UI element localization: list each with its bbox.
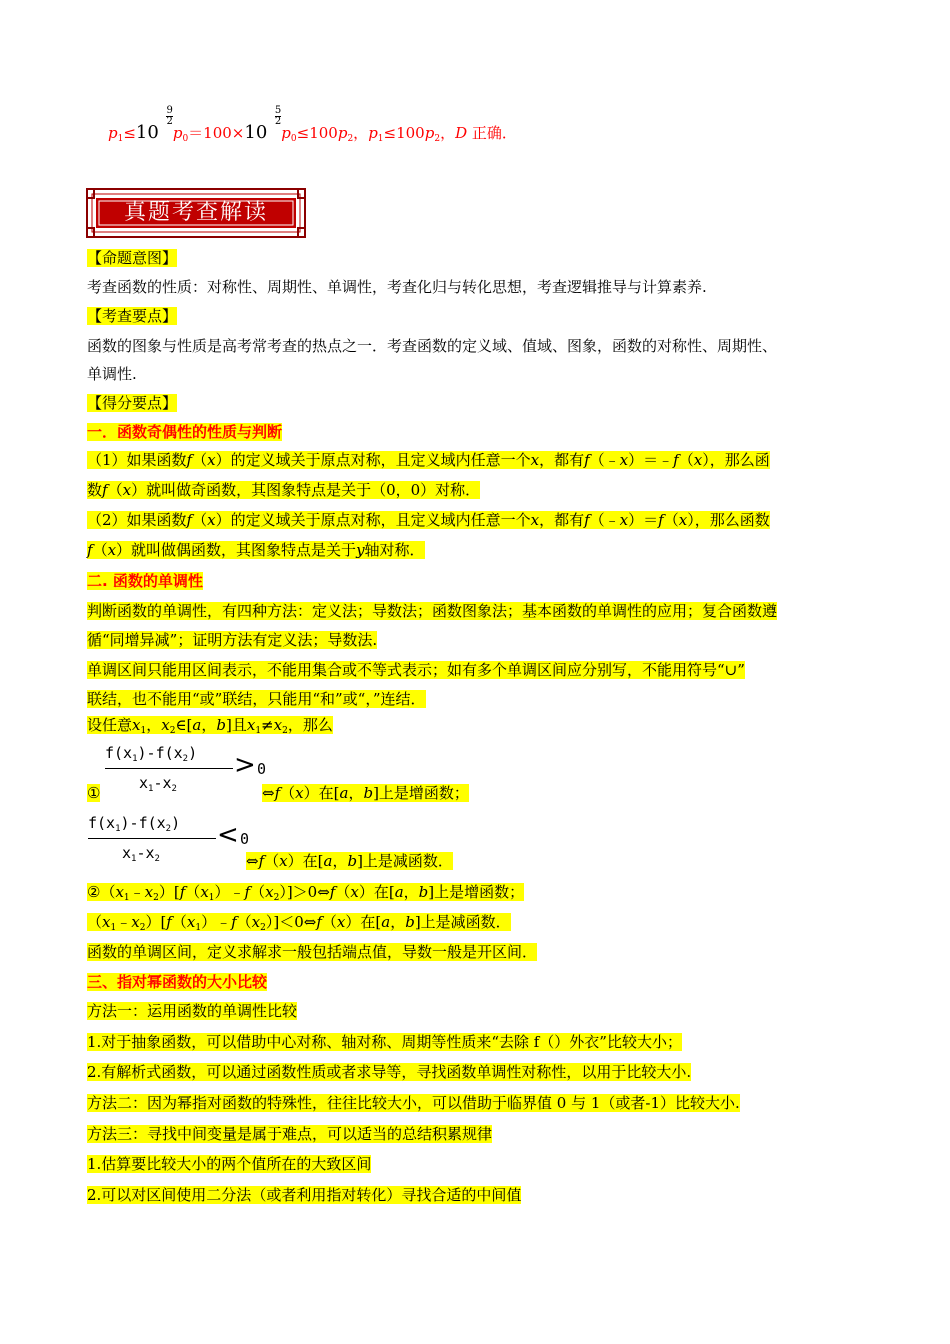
equals-text: ＝100×: [188, 124, 245, 142]
part1-line1: （1）如果函数f（x）的定义域关于原点对称，且定义域内任意一个x，都有f（﹣x）＝﹣f（x），那么函: [87, 451, 770, 469]
section-head-score: [87, 392, 177, 414]
power-10-5-2: [244, 105, 282, 144]
exp-den: 2: [274, 116, 282, 127]
head-text: 【命题意图】: [87, 249, 178, 267]
le-100: ≤100: [383, 124, 425, 142]
part2-line4: 联结，也不能用“或”联结，只能用“和”或“，”连结．: [87, 690, 426, 708]
decreasing-condition: ⇔f（x）在[a，b]上是减函数．: [246, 852, 453, 870]
method-one-item2: 2.有解析式函数，可以通过函数性质或者求导等，寻找函数单调性对称性，以用于比较大小.: [87, 1063, 692, 1081]
fraction-denominator: $x_1-x_2$: [122, 844, 160, 864]
part2-line1: 判断函数的单调性，有四种方法：定义法；导数法；函数图象法；基本函数的单调性的应用；复合函数遵: [87, 602, 778, 620]
var-p: p: [108, 124, 118, 142]
lt-symbol: <: [217, 820, 239, 850]
comma: ，: [440, 124, 456, 142]
fraction-less: [88, 812, 258, 872]
fraction-numerator: $f(x_1)-f(x_2)$: [88, 814, 181, 834]
circle-one: ①: [87, 784, 101, 802]
section-head-points: [87, 305, 177, 327]
var-p: p: [368, 124, 378, 142]
zero: 0: [240, 830, 250, 848]
fraction-numerator: $f(x_1)-f(x_2)$: [105, 744, 198, 764]
subscript: 1: [117, 134, 124, 144]
le-100: ≤100: [296, 124, 338, 142]
comma: ，: [353, 124, 369, 142]
increasing-condition: ⇔f（x）在[a，b]上是增函数；: [262, 784, 469, 802]
var-p: p: [281, 124, 291, 142]
method-two: 方法二：因为幂指对函数的特殊性，往往比较大小，可以借助于临界值 0 与 1（或者-1）比较大小.: [87, 1094, 740, 1112]
part2-line2: 循“同增异减”；证明方法有定义法；导数法.: [87, 631, 378, 649]
part1-title: [87, 421, 282, 443]
var-p: p: [337, 124, 348, 142]
part1-line3: （2）如果函数f（x）的定义域关于原点对称，且定义域内任意一个x，都有f（﹣x）＝f（x），那么函数: [87, 511, 770, 529]
part3-title: [87, 971, 267, 993]
banner-title: 真题考查解读: [123, 200, 268, 225]
subscript: 1: [377, 134, 384, 144]
part2-line3: 单调区间只能用区间表示，不能用集合或不等式表示；如有多个单调区间应分别写，不能用符号“∪”: [87, 661, 745, 679]
part1-line2: 数f（x）就叫做奇函数，其图象特点是关于（0，0）对称．: [87, 481, 481, 499]
condition-two-inc: $②(x_1﹣x_2)[f(x_1)﹣f(x_2)]>0\Leftrightarrow f(x)$在[a，b]上是增函数；: [87, 883, 525, 903]
subscript: 0: [182, 134, 189, 144]
zero: 0: [257, 760, 267, 778]
fraction-bar: [105, 768, 233, 769]
option-d: D: [455, 124, 468, 142]
method-three: 方法三：寻找中间变量是属于难点，可以适当的总结积累规律: [87, 1125, 493, 1143]
points-text-2: 单调性.: [87, 365, 137, 383]
title-text: 二. 函数的单调性: [87, 572, 203, 590]
fraction-bar: [88, 838, 216, 839]
exponent-fraction: [166, 106, 172, 127]
section-banner: [86, 188, 306, 238]
top-formula: [108, 105, 517, 144]
subscript: 0: [290, 134, 297, 144]
method-one-item1: 1.对于抽象函数，可以借助中心对称、轴对称、周期等性质来“去除 f（）外衣”比较大小；: [87, 1033, 682, 1051]
subscript: 2: [434, 134, 441, 144]
exp-num: 5: [274, 105, 282, 116]
power-10-9-2: [135, 105, 173, 144]
method-three-item2: 2.可以对区间使用二分法（或者利用指对转化）寻找合适的中间值: [87, 1186, 522, 1204]
method-one: 方法一：运用函数的单调性比较: [87, 1002, 298, 1020]
fraction-greater: [105, 742, 275, 802]
base-10: 10: [135, 122, 159, 143]
section-head-intent: [87, 247, 177, 269]
points-text-1: 函数的图象与性质是高考常考查的热点之一．考查函数的定义域、值域、图象，函数的对称性、周期性、: [87, 337, 778, 355]
correct-text: 正确．: [467, 124, 517, 142]
part2-end-note: 函数的单调区间，定义求解求一般包括端点值，导数一般是开区间．: [87, 943, 538, 961]
var-p: p: [424, 124, 435, 142]
title-text: 一．函数奇偶性的性质与判断: [87, 423, 283, 441]
var-p: p: [172, 124, 183, 142]
le-symbol: ≤: [123, 124, 136, 142]
subscript: 2: [347, 134, 354, 144]
condition-two-dec: $(x_1﹣x_2)[f(x_1)﹣f(x_2)]<0\Leftrightarrow f(x)$在[a，b]上是减函数．: [87, 913, 511, 933]
part2-line5: 设任意$x_1$，$x_2\in[a$，b]且$x_1\ne x_2$，那么: [87, 716, 333, 736]
head-text: 【得分要点】: [87, 394, 178, 412]
part1-line4: f（x）就叫做偶函数，其图象特点是关于y轴对称．: [87, 541, 425, 559]
base-10: 10: [244, 122, 268, 143]
intent-text: 考查函数的性质：对称性、周期性、单调性，考查化归与转化思想，考查逻辑推导与计算素养.: [87, 278, 707, 296]
fraction-denominator: $x_1-x_2$: [139, 774, 177, 794]
method-three-item1: 1.估算要比较大小的两个值所在的大致区间: [87, 1155, 372, 1173]
part2-title: [87, 570, 203, 592]
exp-den: 2: [166, 116, 173, 127]
exp-num: 9: [166, 105, 173, 116]
exponent-fraction: [275, 106, 281, 127]
gt-symbol: >: [234, 750, 256, 780]
head-text: 【考查要点】: [87, 307, 178, 325]
title-text: 三、指对幂函数的大小比较: [87, 973, 268, 991]
